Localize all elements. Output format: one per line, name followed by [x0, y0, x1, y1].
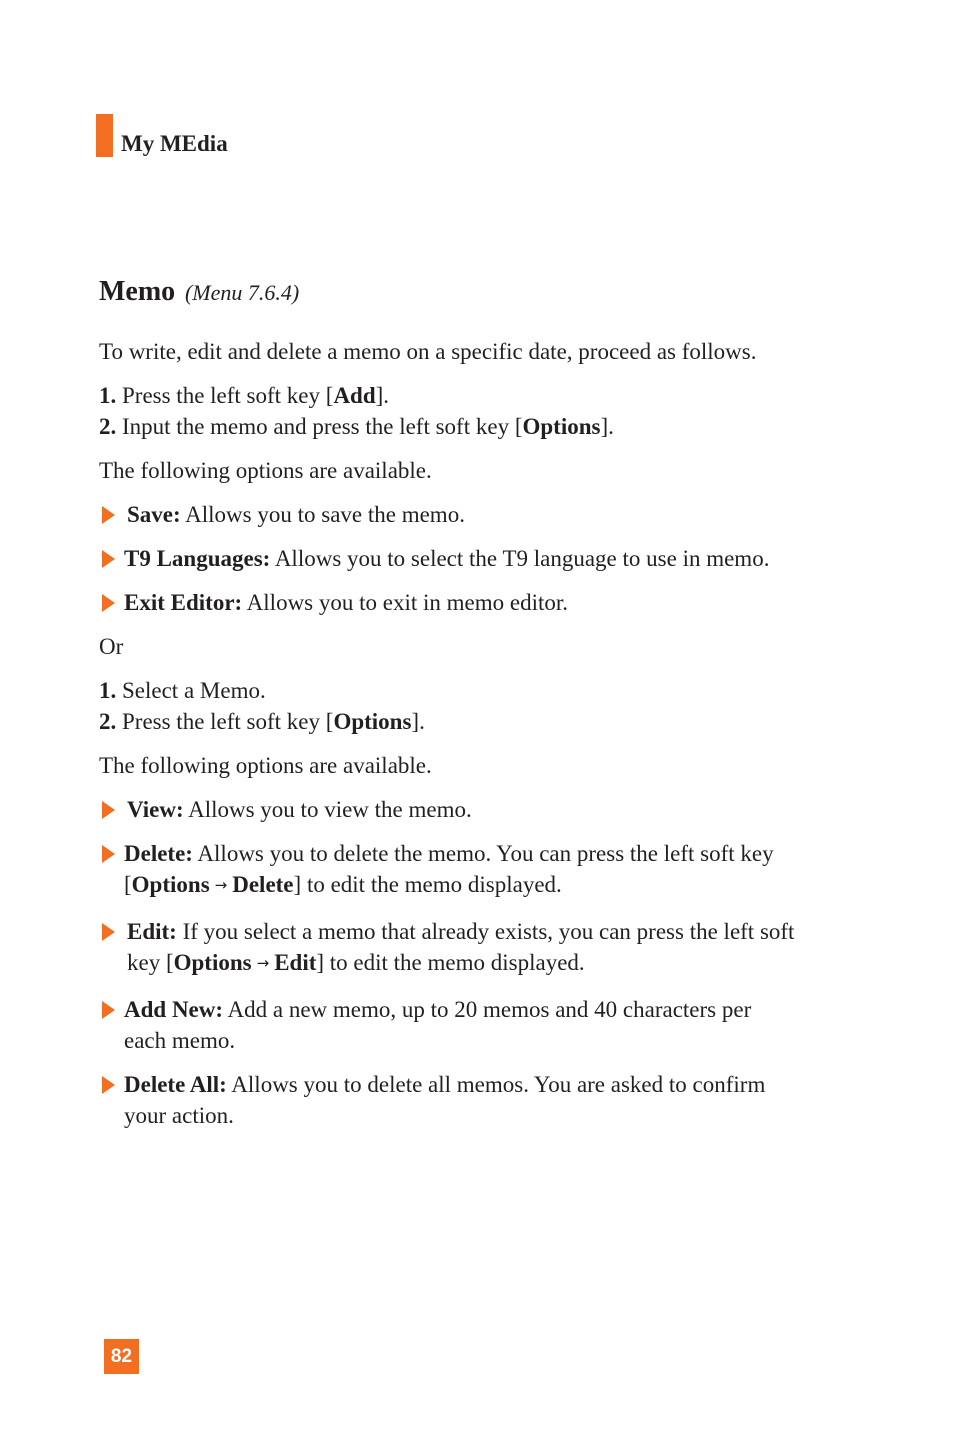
option-label: Exit Editor: [124, 590, 243, 615]
option-label: Delete: [124, 841, 193, 866]
soft-key-label: Add [333, 383, 376, 408]
header-title: My MEdia [121, 131, 228, 156]
right-arrow-icon: → [256, 954, 270, 972]
soft-key-label: Options [173, 950, 252, 975]
option-add-new [99, 994, 859, 1056]
intro-text: To write, edit and delete a memo on a specific date, proceed as follows. [99, 339, 757, 364]
option-edit [99, 916, 859, 981]
page-number: 82 [104, 1339, 139, 1374]
bracket-open: [ [124, 872, 132, 897]
step-item [99, 380, 859, 411]
options-intro: The following options are available. [99, 458, 432, 483]
option-delete-all [99, 1069, 859, 1131]
soft-key-label: Edit [274, 950, 317, 975]
main-content [99, 270, 859, 1131]
option-description-end: ] to edit the memo displayed. [316, 950, 585, 975]
step-number: 2. [99, 414, 117, 439]
option-label: Edit: [127, 919, 177, 944]
option-exit-editor [99, 587, 859, 618]
bullet-triangle-icon [102, 1076, 115, 1094]
option-view [99, 794, 859, 825]
option-description: Allows you to delete all memos. You are asked to confirm [226, 1072, 766, 1097]
bullet-triangle-icon [102, 594, 115, 612]
step-text-end: ]. [375, 383, 390, 408]
bullet-triangle-icon [102, 550, 115, 568]
bullet-triangle-icon [102, 845, 115, 863]
soft-key-label: Options [131, 872, 210, 897]
section-title: Memo [99, 276, 176, 307]
option-label: View: [127, 797, 184, 822]
step-item [99, 411, 859, 442]
option-description-cont: key [ [127, 950, 174, 975]
option-label: Save: [127, 502, 181, 527]
option-save [99, 499, 859, 530]
right-arrow-icon: → [214, 876, 228, 894]
option-label: T9 Languages: [124, 546, 271, 571]
soft-key-label: Options [333, 709, 412, 734]
option-description: If you select a memo that already exists, you can press the left soft [176, 919, 795, 944]
soft-key-label: Options [522, 414, 601, 439]
option-description: Add a new memo, up to 20 memos and 40 characters per [223, 997, 752, 1022]
step-number: 1. [99, 678, 117, 703]
option-description: Allows you to exit in memo editor. [242, 590, 569, 615]
bullet-triangle-icon [102, 506, 115, 524]
step-text-end: ]. [600, 414, 614, 439]
steps-list-1 [99, 380, 859, 442]
bullet-triangle-icon [102, 801, 115, 819]
option-description: Allows you to view the memo. [183, 797, 472, 822]
step-text: Press the left soft key [ [122, 709, 334, 734]
option-delete [99, 838, 859, 903]
option-description-cont: your action. [124, 1103, 234, 1128]
option-label: Delete All: [124, 1072, 227, 1097]
section-heading [99, 270, 859, 315]
bullet-triangle-icon [102, 923, 115, 941]
step-item [99, 675, 859, 706]
option-description: Allows you to delete the memo. You can press the left soft key [192, 841, 774, 866]
option-description-end: ] to edit the memo displayed. [293, 872, 562, 897]
or-text: Or [99, 634, 124, 659]
options-intro: The following options are available. [99, 753, 432, 778]
option-description-cont: each memo. [124, 1028, 236, 1053]
option-description: Allows you to select the T9 language to use in memo. [270, 546, 770, 571]
step-text: Press the left soft key [ [122, 383, 334, 408]
section-menu-path: (Menu 7.6.4) [184, 280, 300, 305]
option-t9-languages [99, 543, 859, 574]
step-text: Input the memo and press the left soft key [ [122, 414, 523, 439]
soft-key-label: Delete [232, 872, 294, 897]
option-description: Allows you to save the memo. [180, 502, 465, 527]
step-number: 1. [99, 383, 117, 408]
step-text: Select a Memo. [122, 678, 266, 703]
option-label: Add New: [124, 997, 224, 1022]
header-accent-bar [96, 114, 113, 157]
step-item [99, 706, 859, 737]
bullet-triangle-icon [102, 1001, 115, 1019]
steps-list-2 [99, 675, 859, 737]
step-number: 2. [99, 709, 117, 734]
step-text-end: ]. [411, 709, 425, 734]
